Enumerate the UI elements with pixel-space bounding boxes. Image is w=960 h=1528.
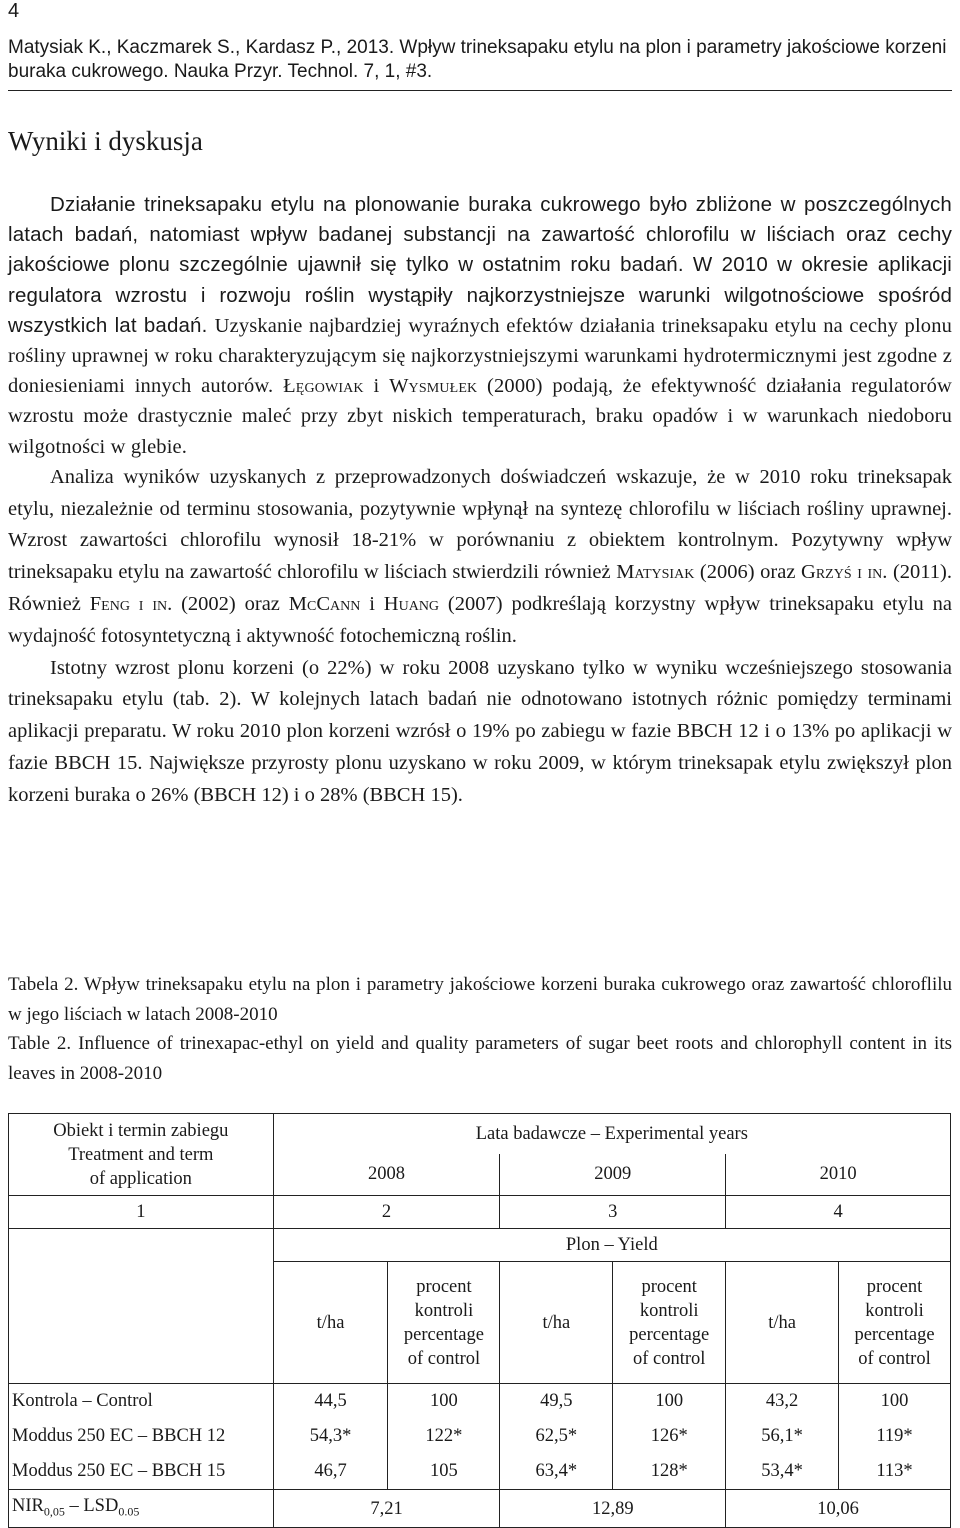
yield-label-spacer: [9, 1229, 274, 1262]
table-caption: [8, 970, 952, 1088]
data-table: [8, 1113, 951, 1528]
paragraph-1-text-c: (2000) podają, że efektywność działania regulatorów wzrostu może drastycznie maleć przy zbyt niskich temperaturach, braku opadów i w warunkach niedoboru wilgotności w glebie.: [8, 375, 952, 458]
cell: 113*: [839, 1454, 951, 1490]
lsd-nir-subscript: 0,05: [43, 1504, 65, 1519]
paragraph-2-and: i: [360, 593, 384, 616]
paragraph-2-text-d: (2002) oraz: [172, 593, 289, 616]
cell: 100: [388, 1384, 500, 1418]
lsd-2009: 12,89: [500, 1490, 726, 1528]
header-object-line-3: of application: [89, 1168, 192, 1189]
pct-2010-line-3: percentage: [854, 1324, 935, 1345]
row-label: Moddus 250 EC – BBCH 12: [9, 1418, 274, 1454]
cell: 54,3*: [273, 1418, 388, 1454]
cell: 122*: [388, 1418, 500, 1454]
paragraph-2: [8, 462, 952, 653]
header-object-line-2: Treatment and term: [68, 1144, 214, 1165]
table-caption-en: Table 2. Influence of trinexapac-ethyl on yield and quality parameters of sugar beet roots and chlorophyll content in its leaves in 2008-2010: [8, 1033, 952, 1084]
header-year-2009: 2009: [500, 1154, 726, 1196]
lsd-subscript: 0.05: [118, 1504, 140, 1519]
pct-2010-line-1: procent: [866, 1276, 923, 1297]
unit-2009: t/ha: [500, 1262, 613, 1384]
paragraph-1-and: i: [363, 375, 390, 398]
cell: 49,5: [500, 1384, 613, 1418]
column-number-3: 3: [500, 1196, 726, 1229]
pct-2010: [839, 1262, 951, 1384]
row-label: Kontrola – Control: [9, 1384, 274, 1418]
cell: 126*: [613, 1418, 726, 1454]
page-number: 4: [8, 0, 20, 22]
row-label: Moddus 250 EC – BBCH 15: [9, 1454, 274, 1490]
column-number-1: 1: [9, 1196, 274, 1229]
cell: 105: [388, 1454, 500, 1490]
citation-author-mccann: McCann: [288, 593, 361, 616]
lsd-2008: 7,21: [273, 1490, 500, 1528]
body-text: [8, 190, 952, 812]
paragraph-2-text-b: (2006) oraz: [694, 561, 802, 584]
cell: 56,1*: [726, 1418, 839, 1454]
cell: 119*: [839, 1418, 951, 1454]
pct-2009-line-4: of control: [632, 1348, 706, 1369]
paragraph-1-text-b: Uzyskanie najbardziej wyraźnych efektów działania trineksapaku etylu na cechy plonu rośliny uprawnej w roku charakteryzującym się najkorzystniejszymi warunkami hydrotermicznymi jest zgodne z doniesieniami innych autorów.: [8, 314, 952, 398]
pct-2010-line-4: of control: [858, 1348, 931, 1369]
pct-2008: [388, 1262, 500, 1384]
section-yield: Plon – Yield: [273, 1229, 950, 1262]
citation-author-feng: Feng i in.: [89, 593, 173, 616]
paragraph-1: [8, 190, 952, 462]
cell: 43,2: [726, 1384, 839, 1418]
header-years: Lata badawcze – Experimental years: [273, 1114, 950, 1154]
lsd-dash: – LSD: [64, 1495, 119, 1516]
pct-2009-line-2: kontroli: [639, 1300, 699, 1321]
citation-author-huang: Huang: [383, 593, 440, 616]
running-header-citation: Matysiak K., Kaczmarek S., Kardasz P., 2013. Wpływ trineksapaku etylu na plon i parametry jakościowe korzeni buraka cukrowego. Nauka Przyr. Technol. 7, 1, #3.: [8, 37, 947, 82]
citation-author-grzys: Grzyś i in.: [801, 561, 888, 584]
unit-2008: t/ha: [273, 1262, 388, 1384]
unit-2010: t/ha: [726, 1262, 839, 1384]
lsd-label: [9, 1490, 274, 1528]
paragraph-1-text-a: Działanie trineksapaku etylu na plonowanie buraka cukrowego było zbliżone w poszczególnych latach badań, natomiast wpływ badanej substancji na zawartość chlorofilu w liściach oraz cechy jakościowe plonu szczególnie ujawnił się tylko w ostatnim roku badań. W 2010 w okresie aplikacji regulatora wzrostu i rozwoju roślin wystąpiły najkorzystniejsze warunki wilgotnościowe spośród wszystkich lat badań.: [8, 193, 952, 337]
paragraph-2-text-e: (2007) podkreślają korzystny wpływ trineksapaku etylu na wydajność fotosyntetyczną i aktywność fotochemiczną roślin.: [8, 593, 953, 647]
table-row: [9, 1454, 951, 1490]
header-year-2010: 2010: [726, 1154, 951, 1196]
pct-2008-line-1: procent: [416, 1276, 472, 1297]
paragraph-2-text-c: (2011). Również: [8, 561, 952, 616]
lsd-row: [9, 1490, 951, 1528]
pct-2008-line-2: kontroli: [414, 1300, 474, 1321]
cell: 53,4*: [726, 1454, 839, 1490]
pct-2009-line-1: procent: [641, 1276, 697, 1297]
cell: 46,7: [273, 1454, 388, 1490]
cell: 44,5: [273, 1384, 388, 1418]
unit-row-spacer: [9, 1262, 274, 1384]
cell: 100: [613, 1384, 726, 1418]
header-rule: [8, 90, 952, 91]
pct-2009: [613, 1262, 726, 1384]
cell: 128*: [613, 1454, 726, 1490]
header-object: [9, 1114, 274, 1196]
paragraph-3: Istotny wzrost plonu korzeni (o 22%) w roku 2008 uzyskano tylko w wyniku wcześniejszego stosowania trineksapaku etylu (tab. 2). W kolejnych latach badań nie odnotowano istotnych różnic pomiędzy terminami aplikacji preparatu. W roku 2010 plon korzeni wzrósł o 19% po zabiegu w fazie BBCH 12 i o 13% po aplikacji w fazie BBCH 15. Największe przyrosty plonu uzyskano w roku 2009, w którym trineksapak etylu zwiększył plon korzeni buraka o 26% (BBCH 12) i o 28% (BBCH 15).: [8, 656, 952, 806]
column-number-4: 4: [726, 1196, 951, 1229]
citation-author-matysiak: Matysiak: [616, 561, 695, 584]
table-row: [9, 1384, 951, 1418]
cell: 100: [839, 1384, 951, 1418]
cell: 62,5*: [500, 1418, 613, 1454]
citation-author-wysmulek: Wysmułek: [389, 375, 478, 398]
pct-2009-line-3: percentage: [629, 1324, 710, 1345]
table-caption-pl: Tabela 2. Wpływ trineksapaku etylu na plon i parametry jakościowe korzeni buraka cukrowego oraz zawartość chloroflilu w jego liściach w latach 2008-2010: [8, 974, 952, 1025]
header-object-line-1: Obiekt i termin zabiegu: [53, 1120, 229, 1141]
pct-2008-line-4: of control: [407, 1348, 481, 1369]
table-row: [9, 1418, 951, 1454]
cell: 63,4*: [500, 1454, 613, 1490]
header-year-2008: 2008: [273, 1154, 500, 1196]
pct-2010-line-2: kontroli: [865, 1300, 924, 1321]
column-number-2: 2: [273, 1196, 500, 1229]
section-heading: Wyniki i dyskusja: [8, 126, 203, 156]
citation-author-legowiak: Łęgowiak: [283, 375, 364, 398]
pct-2008-line-3: percentage: [403, 1324, 484, 1345]
paragraph-2-text-a: Analiza wyników uzyskanych z przeprowadzonych doświadczeń wskazuje, że w 2010 roku trineksapak etylu, niezależnie od terminu stosowania, pozytywnie wpłynął na syntezę chlorofilu w liściach rośliny uprawnej. Wzrost zawartości chlorofilu wynosił 18-21% w porównaniu z obiektem kontrolnym. Pozytywny wpływ trineksapaku etylu na zawartość chlorofilu w liściach stwierdzili również: [8, 465, 952, 584]
lsd-nir: NIR: [12, 1495, 44, 1516]
lsd-2010: 10,06: [726, 1490, 951, 1528]
